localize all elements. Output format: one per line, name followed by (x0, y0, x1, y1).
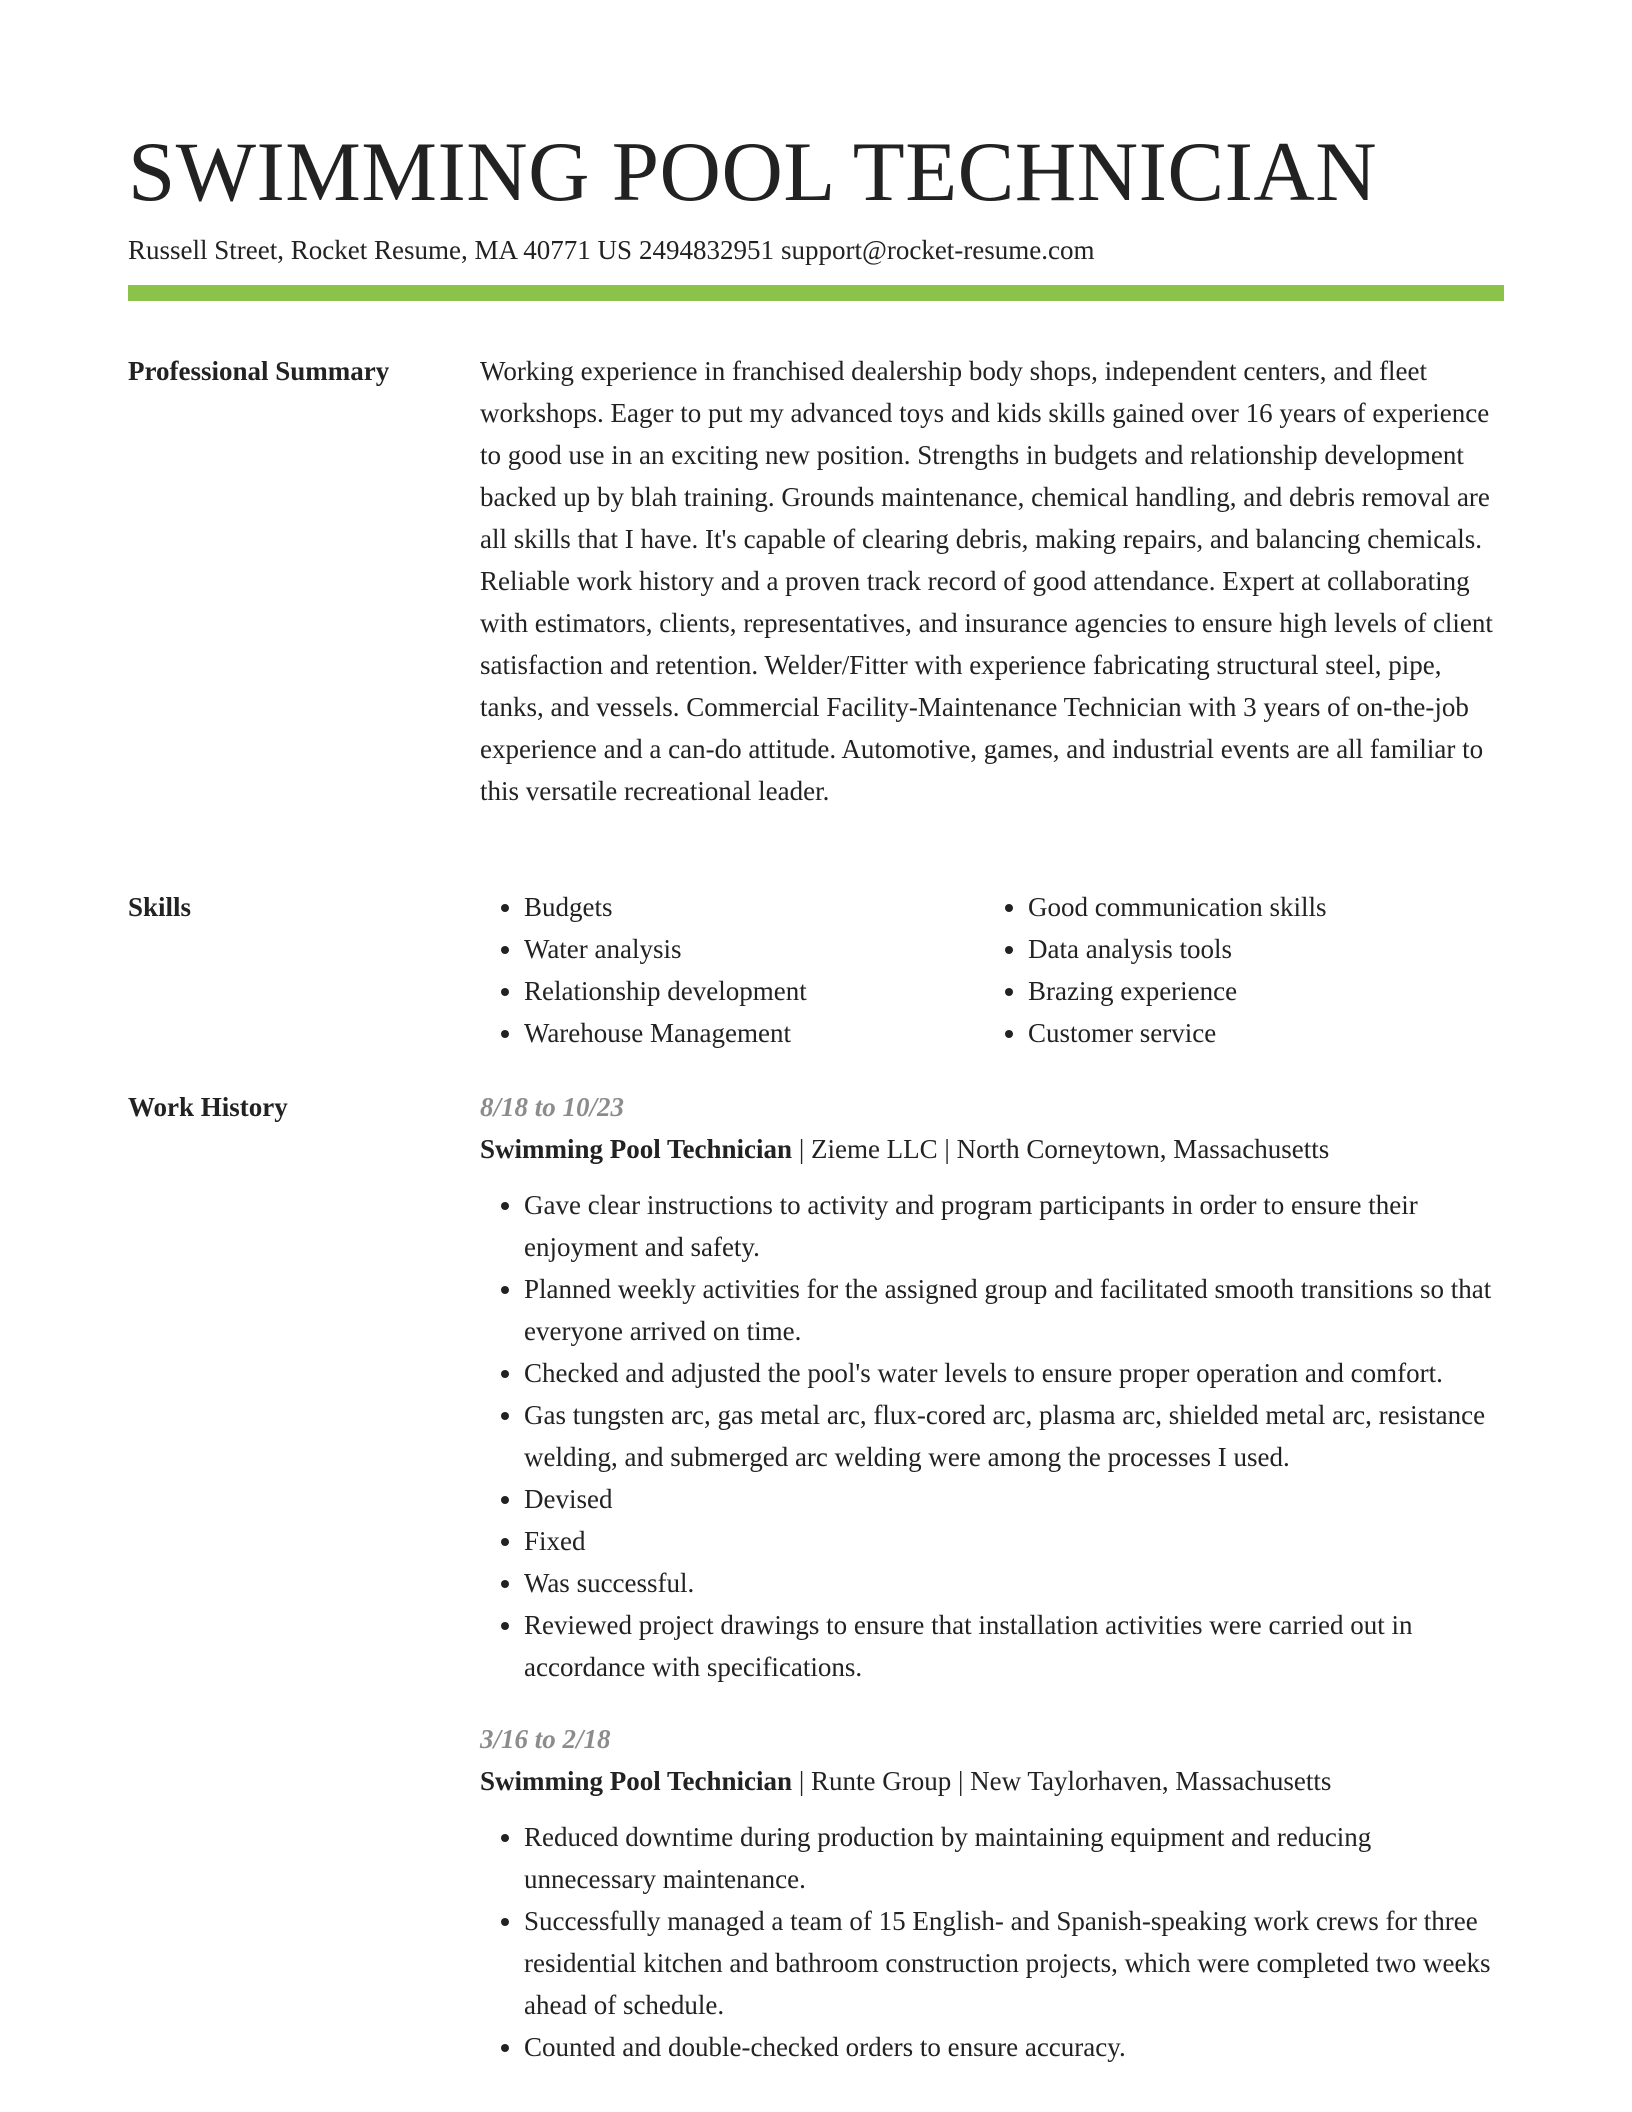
skills-column-right (984, 886, 1488, 1054)
work-history-body (480, 1086, 1504, 2068)
job-title: Swimming Pool Technician (480, 1766, 793, 1796)
job-title: Swimming Pool Technician (480, 1134, 793, 1164)
header-divider (128, 285, 1504, 301)
work-history-label: Work History (128, 1092, 288, 1122)
job-bullets (480, 1184, 1504, 1688)
contact-address: Russell Street, Rocket Resume, MA 40771 US (128, 235, 632, 265)
job-bullet: • Reduced downtime during production by maintaining equipment and reducing unnecessary maintenance. (524, 1816, 1504, 1900)
job-dates: 3/16 to 2/18 (480, 1724, 611, 1754)
job-bullet: • Reviewed project drawings to ensure that installation activities were carried out in accordance with specifications. (524, 1604, 1504, 1688)
skills-grid (480, 886, 1504, 1054)
skill-item: • Brazing experience (1028, 970, 1488, 1012)
summary-label: Professional Summary (128, 356, 390, 386)
contact-line (128, 232, 1095, 268)
job-entry (480, 1718, 1504, 2068)
skill-item: • Relationship development (524, 970, 984, 1012)
job-heading (480, 1128, 1504, 1170)
skills-column-left (480, 886, 984, 1054)
skill-item: • Data analysis tools (1028, 928, 1488, 970)
job-details: | Runte Group | New Taylorhaven, Massachusetts (798, 1766, 1332, 1796)
job-bullet: • Gave clear instructions to activity and program participants in order to ensure their enjoyment and safety. (524, 1184, 1504, 1268)
job-bullet: • Devised (524, 1478, 1504, 1520)
skills-body (480, 886, 1504, 1054)
job-bullet: • Counted and double-checked orders to ensure accuracy. (524, 2026, 1504, 2068)
job-bullet: • Fixed (524, 1520, 1504, 1562)
job-entry (480, 1086, 1504, 1688)
skill-item: • Warehouse Management (524, 1012, 984, 1054)
skill-item: • Budgets (524, 886, 984, 928)
skill-item: • Water analysis (524, 928, 984, 970)
job-bullet: • Planned weekly activities for the assigned group and facilitated smooth transitions so that everyone arrived on time. (524, 1268, 1504, 1352)
job-bullets (480, 1816, 1504, 2068)
skills-label: Skills (128, 892, 192, 922)
skill-item: • Customer service (1028, 1012, 1488, 1054)
job-heading (480, 1760, 1504, 1802)
job-bullet: • Was successful. (524, 1562, 1504, 1604)
job-dates: 8/18 to 10/23 (480, 1092, 625, 1122)
job-details: | Zieme LLC | North Corneytown, Massachusetts (798, 1134, 1330, 1164)
contact-email: support@rocket-resume.com (780, 235, 1095, 265)
contact-phone: 2494832951 (638, 235, 774, 265)
job-bullet: • Successfully managed a team of 15 English- and Spanish-speaking work crews for three residential kitchen and bathroom construction projects, which were completed two weeks ahead of schedule. (524, 1900, 1504, 2026)
skill-item: • Good communication skills (1028, 886, 1488, 928)
summary-body (480, 350, 1504, 812)
job-bullet: • Checked and adjusted the pool's water levels to ensure proper operation and comfort. (524, 1352, 1504, 1394)
job-bullet: • Gas tungsten arc, gas metal arc, flux-cored arc, plasma arc, shielded metal arc, resistance welding, and submerged arc welding were among the processes I used. (524, 1394, 1504, 1478)
summary-text: Working experience in franchised dealership body shops, independent centers, and fleet workshops. Eager to put my advanced toys and kids skills gained over 16 years of experience to good use in an exciting new position. Strengths in budgets and relationship development backed up by blah training. Grounds maintenance, chemical handling, and debris removal are all skills that I have. It's capable of clearing debris, making repairs, and balancing chemicals. Reliable work history and a proven track record of good attendance. Expert at collaborating with estimators, clients, representatives, and insurance agencies to ensure high levels of client satisfaction and retention. Welder/Fitter with experience fabricating structural steel, pipe, tanks, and vessels. Commercial Facility-Maintenance Technician with 3 years of on-the-job experience and a can-do attitude. Automotive, games, and industrial events are all familiar to this versatile recreational leader. (480, 356, 1493, 806)
resume-title: SWIMMING POOL TECHNICIAN (128, 125, 1378, 219)
